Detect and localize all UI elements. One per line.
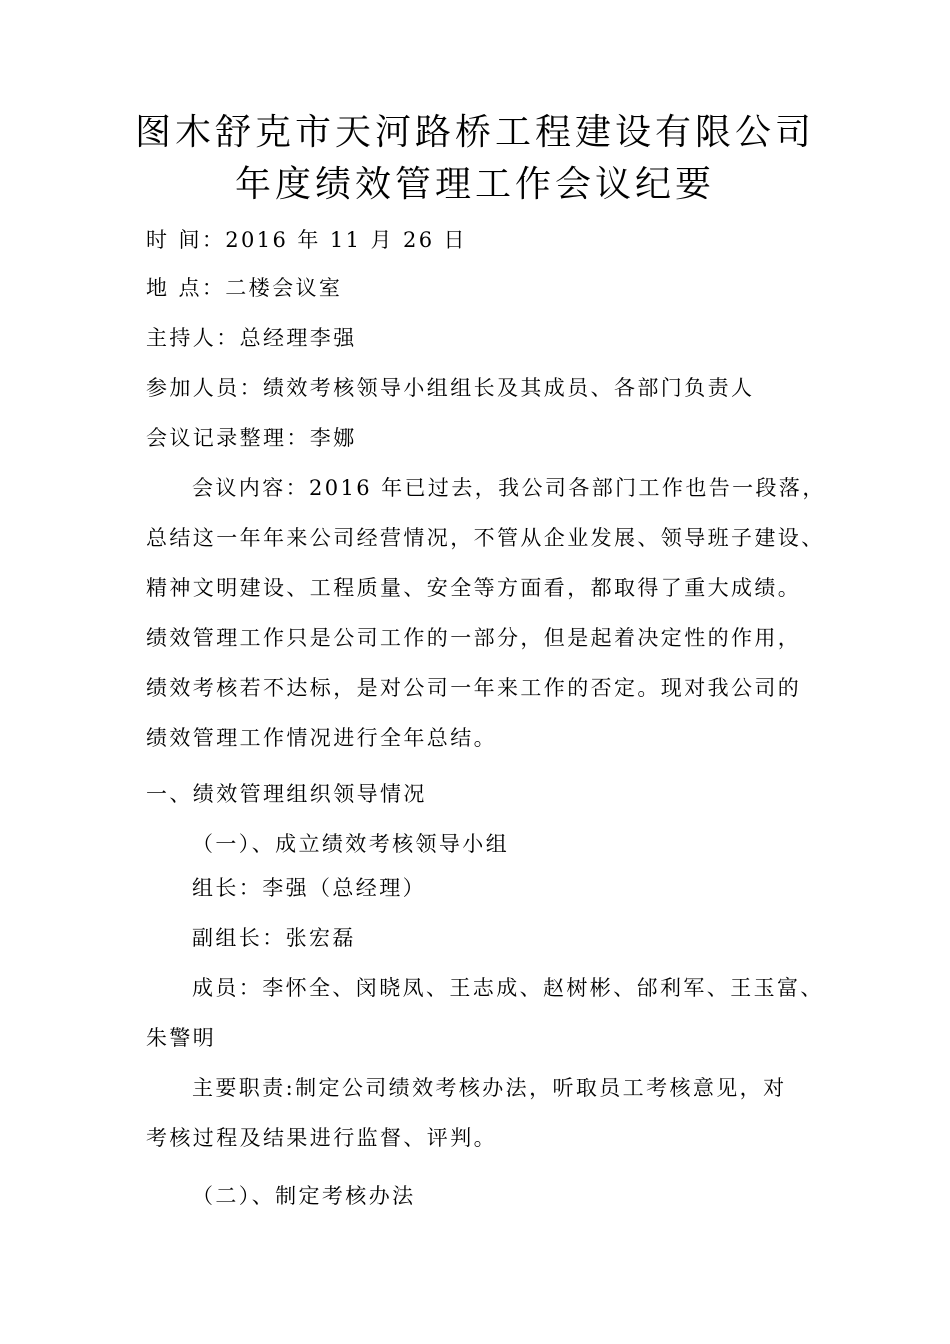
meeting-place: 地 点：二楼会议室 [146, 276, 343, 300]
group-members-line1: 成员：李怀全、闵晓凤、王志成、赵树彬、邰利军、王玉富、 [192, 976, 824, 1000]
meeting-host: 主持人：总经理李强 [146, 326, 357, 350]
duty-line2: 考核过程及结果进行监督、评判。 [146, 1126, 497, 1150]
section-heading-1: 一、绩效管理组织领导情况 [146, 782, 427, 806]
document-title-line1: 图木舒克市天河路桥工程建设有限公司 [134, 112, 815, 153]
content-paragraph-line: 精神文明建设、工程质量、安全等方面看，都取得了重大成绩。 [146, 576, 802, 600]
group-members-line2: 朱警明 [146, 1026, 217, 1050]
content-paragraph-line: 总结这一年年来公司经营情况，不管从企业发展、领导班子建设、 [146, 526, 825, 550]
meeting-attendees: 参加人员：绩效考核领导小组组长及其成员、各部门负责人 [146, 376, 755, 400]
subsection-heading-2: （二）、制定考核办法 [192, 1184, 416, 1208]
group-deputy: 副组长：张宏磊 [192, 926, 356, 950]
content-paragraph-line: 绩效考核若不达标，是对公司一年来工作的否定。现对我公司的 [146, 676, 802, 700]
content-paragraph-line: 会议内容：2016 年已过去，我公司各部门工作也告一段落， [192, 476, 826, 500]
duty-line1: 主要职责:制定公司绩效考核办法，听取员工考核意见，对 [192, 1076, 787, 1100]
meeting-recorder: 会议记录整理：李娜 [146, 426, 357, 450]
meeting-time: 时 间：2016 年 11 月 26 日 [146, 228, 467, 252]
subsection-heading-1: （一）、成立绩效考核领导小组 [192, 832, 510, 856]
document-title-line2: 年度绩效管理工作会议纪要 [234, 164, 715, 205]
content-paragraph-line: 绩效管理工作情况进行全年总结。 [146, 726, 497, 750]
content-paragraph-line: 绩效管理工作只是公司工作的一部分，但是起着决定性的作用， [146, 626, 802, 650]
group-leader: 组长：李强（总经理） [192, 876, 426, 900]
